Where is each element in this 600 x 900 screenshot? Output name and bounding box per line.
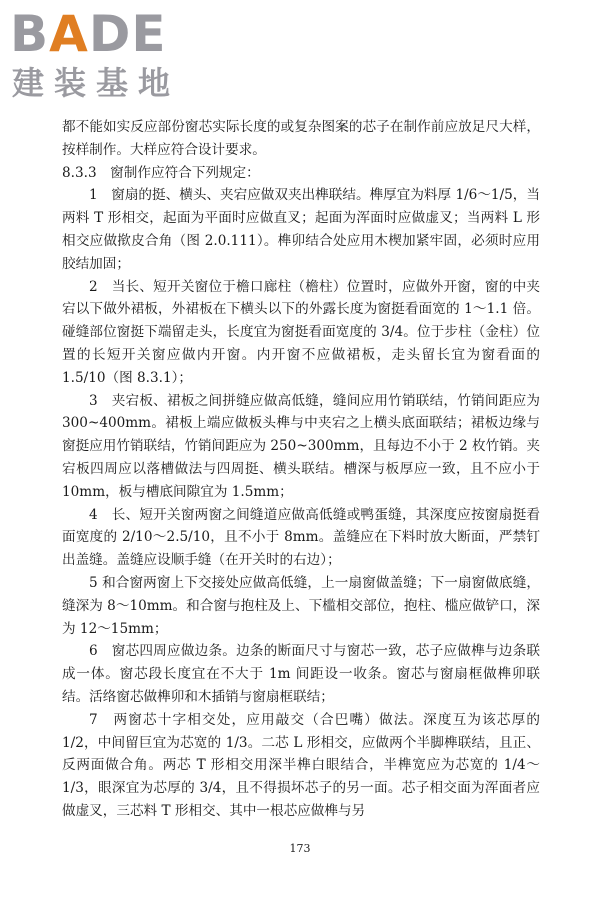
clause-1: 1 窗扇的挺、横头、夹宕应做双夹出榫联结。榫厚宜为料厚 1/6～1/5，当两料 T 形相交，起面为平面时应做直叉；起面为浑面时应做虚叉；当两料 L 形相交应做揿皮合角（图 2.0.111）。榫卯结合处应用木楔加紧牢固，必须时应用胶结加固；: [62, 187, 540, 272]
logo-wordmark: [10, 6, 167, 62]
clause-6: 6 窗芯四周应做边条。边条的断面尺寸与窗芯一致，芯子应做榫与边条联成一体。窗芯段长度宜在不大于 1m 间距设一收条。窗芯与窗扇框做榫卯联结。活络窗芯做榫卯和木插销与窗扇框联结；: [62, 643, 540, 705]
logo-letter-a-accent: A: [49, 5, 89, 63]
page-body: [62, 116, 540, 823]
clause-5: 5 和合窗两窗上下交接处应做高低缝，上一扇窗做盖缝；下一扇窗做底缝，缝深为 8～10mm。和合窗与抱柱及上、下槛相交部位，抱柱、槛应做铲口，深为 12～15mm；: [62, 574, 540, 637]
clause-4: 4 长、短开关窗两窗之间缝道应做高低缝或鸭蛋缝，其深度应按窗扇挺看面宽度的 2/10～2.5/10，且不小于 8mm。盖缝应在下料时放大断面，严禁钉出盖缝。盖缝应设顺手缝（在开关时的右边）；: [62, 506, 540, 569]
clause-2: 2 当长、短开关窗位于檐口廊柱（檐柱）位置时，应做外开窗，窗的中夹宕以下做外裙板，外裙板在下横头以下的外露长度为窗挺看面宽的 1～1.1 倍。碰缝部位窗挺下端留走头，长度宜为窗挺看面宽度的 3/4。位于步柱（金柱）位置的长短开关窗应做内开窗。内开窗不应做裙板，走头留长宜为窗看面的 1.5/10（图 8.3.1）；: [62, 278, 540, 386]
clause-7: 7 两窗芯十字相交处，应用敲交（合巴嘴）做法。深度互为该芯厚的 1/2，中间留巨宜为芯宽的 1/3。二芯 L 形相交，应做两个半脚榫联结，且正、反两面做合角。两芯 T 形相交用深半榫白眼结合，半榫宽应为芯宽的 1/4～1/3，眼深宜为芯厚的 3/4，且不得损坏芯子的另一面。芯子相交面为浑面者应做虚叉，三芯料 T 形相交、其中一根芯应做榫与另: [62, 711, 540, 819]
clause-3: 3 夹宕板、裙板之间拼缝应做高低缝，缝间应用竹销联结，竹销间距应为 300~400mm。裙板上端应做板头榫与中夹宕之上横头底面联结；裙板边缘与窗挺应用竹销联结，竹销间距应为 250~300mm，且每边不小于 2 枚竹销。夹宕板四周应以落槽做法与四周挺、横头联结。槽深与板厚应一致，且不应小于 10mm，板与槽底间隙宜为 1.5mm；: [62, 392, 540, 500]
section-heading: 8.3.3 窗制作应符合下列规定：: [62, 164, 260, 181]
logo-letter-b: B: [10, 5, 50, 63]
page-number: 173: [289, 842, 311, 855]
continuation-paragraph: 都不能如实反应部份窗芯实际长度的或复杂图案的芯子在制作前应放足尺大样，按样制作。大样应符合设计要求。: [62, 119, 540, 158]
publisher-logo: [10, 6, 200, 106]
logo-letters-de: DE: [88, 5, 167, 63]
logo-subtitle: 建装基地: [12, 64, 181, 102]
